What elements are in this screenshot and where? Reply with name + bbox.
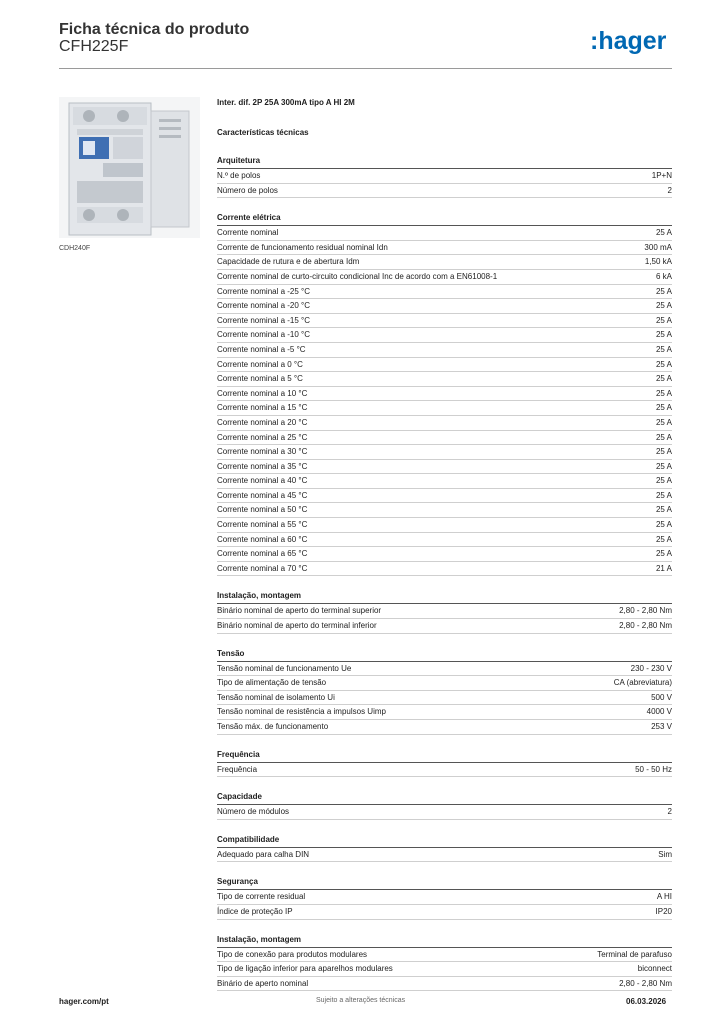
- spec-row: [217, 720, 672, 735]
- spec-label: Binário nominal de aperto do terminal inferior: [217, 621, 377, 631]
- spec-label: Corrente nominal a 30 °C: [217, 447, 308, 457]
- footer-website: hager.com/pt: [59, 997, 109, 1006]
- spec-label: Tipo de corrente residual: [217, 892, 306, 902]
- spec-row: [217, 948, 672, 963]
- spec-row: [217, 604, 672, 619]
- spec-label: Corrente nominal a 70 °C: [217, 563, 308, 573]
- spec-value: 25 A: [655, 520, 672, 530]
- spec-value: 500 V: [651, 692, 672, 702]
- spec-row: [217, 314, 672, 329]
- spec-value: 25 A: [655, 330, 672, 340]
- spec-value: 25 A: [655, 490, 672, 500]
- spec-label: Tipo de ligação inferior para aparelhos modulares: [217, 964, 393, 974]
- spec-row: [217, 619, 672, 634]
- spec-section: [217, 155, 672, 198]
- spec-row: [217, 270, 672, 285]
- spec-value: 25 A: [655, 461, 672, 471]
- spec-row: [217, 184, 672, 199]
- spec-value: 300 mA: [644, 242, 672, 252]
- section-title: Corrente elétrica: [217, 212, 672, 226]
- spec-sections: [217, 155, 672, 991]
- spec-value: 25 A: [655, 301, 672, 311]
- spec-value: 2,80 - 2,80 Nm: [619, 621, 672, 631]
- spec-row: [217, 763, 672, 778]
- spec-value: Sim: [658, 849, 672, 859]
- spec-row: [217, 328, 672, 343]
- spec-row: [217, 460, 672, 475]
- spec-label: Corrente nominal a 25 °C: [217, 432, 308, 442]
- spec-row: [217, 241, 672, 256]
- spec-row: [217, 387, 672, 402]
- spec-value: 25 A: [655, 534, 672, 544]
- spec-value: 25 A: [655, 228, 672, 238]
- spec-row: [217, 691, 672, 706]
- section-title: Segurança: [217, 876, 672, 890]
- spec-row: [217, 848, 672, 863]
- spec-value: 21 A: [655, 563, 672, 573]
- spec-label: Corrente nominal a 0 °C: [217, 359, 303, 369]
- spec-value: 25 A: [655, 447, 672, 457]
- spec-row: [217, 905, 672, 920]
- section-title: Instalação, montagem: [217, 934, 672, 948]
- spec-value: 230 - 230 V: [630, 663, 672, 673]
- spec-label: Corrente nominal a 10 °C: [217, 388, 308, 398]
- spec-section: [217, 834, 672, 863]
- footer-disclaimer: Sujeito a alterações técnicas: [316, 997, 406, 1004]
- spec-label: Capacidade de rutura e de abertura Idm: [217, 257, 360, 267]
- spec-section: [217, 212, 672, 576]
- spec-row: [217, 547, 672, 562]
- spec-value: 25 A: [655, 344, 672, 354]
- spec-label: Tensão máx. de funcionamento: [217, 722, 329, 731]
- spec-section: [217, 791, 672, 820]
- spec-row: [217, 474, 672, 489]
- spec-label: Tipo de alimentação de tensão: [217, 678, 327, 688]
- spec-value: 50 - 50 Hz: [635, 764, 672, 774]
- product-image: [59, 97, 200, 238]
- spec-label: Corrente nominal a -15 °C: [217, 315, 311, 325]
- spec-value: 25 A: [655, 359, 672, 369]
- spec-value: 25 A: [655, 286, 672, 296]
- spec-label: Corrente de funcionamento residual nominal Idn: [217, 242, 388, 252]
- spec-value: 1,50 kA: [644, 257, 672, 267]
- spec-label: Corrente nominal a 65 °C: [217, 549, 308, 559]
- spec-value: 25 A: [655, 432, 672, 442]
- spec-value: 25 A: [655, 505, 672, 515]
- spec-label: Corrente nominal a 50 °C: [217, 505, 308, 515]
- spec-label: Corrente nominal a 35 °C: [217, 461, 308, 471]
- spec-label: Tipo de conexão para produtos modulares: [217, 949, 368, 959]
- spec-row: [217, 431, 672, 446]
- spec-label: Corrente nominal a 45 °C: [217, 490, 308, 500]
- spec-value: 25 A: [655, 417, 672, 427]
- spec-row: [217, 372, 672, 387]
- header-divider: [59, 68, 672, 69]
- spec-label: Corrente nominal a 15 °C: [217, 403, 308, 413]
- spec-label: Corrente nominal de curto-circuito condicional Inc de acordo com a EN61008-1: [217, 271, 498, 281]
- spec-row: [217, 890, 672, 905]
- spec-value: A HI: [656, 892, 672, 902]
- section-title: Tensão: [217, 648, 672, 662]
- spec-label: Binário de aperto nominal: [217, 978, 309, 988]
- spec-value: 1P+N: [651, 171, 672, 180]
- spec-label: Número de polos: [217, 185, 278, 195]
- spec-value: 25 A: [655, 388, 672, 398]
- footer-date: 06.03.2026: [626, 997, 667, 1006]
- spec-row: [217, 503, 672, 518]
- specs-heading: Características técnicas: [217, 128, 309, 137]
- spec-row: [217, 662, 672, 677]
- spec-content: [217, 96, 672, 991]
- spec-section: [217, 876, 672, 919]
- spec-label: Adequado para calha DIN: [217, 849, 310, 859]
- page-title: Ficha técnica do produto: [59, 21, 250, 38]
- spec-value: 2,80 - 2,80 Nm: [619, 606, 672, 616]
- spec-section: [217, 749, 672, 778]
- spec-label: Binário nominal de aperto do terminal superior: [217, 606, 382, 616]
- spec-label: Número de módulos: [217, 807, 290, 817]
- spec-value: 2: [667, 807, 672, 817]
- spec-value: 6 kA: [655, 271, 672, 281]
- spec-label: Corrente nominal a -25 °C: [217, 286, 311, 296]
- section-title: Instalação, montagem: [217, 590, 672, 604]
- section-title: Arquitetura: [217, 155, 672, 169]
- spec-row: [217, 562, 672, 577]
- spec-value: Terminal de parafuso: [597, 949, 672, 959]
- spec-label: Corrente nominal a -5 °C: [217, 344, 306, 354]
- spec-row: [217, 255, 672, 270]
- spec-row: [217, 676, 672, 691]
- spec-row: [217, 489, 672, 504]
- spec-section: [217, 934, 672, 992]
- spec-label: Corrente nominal a 20 °C: [217, 417, 308, 427]
- spec-label: Tensão nominal de isolamento Ui: [217, 692, 335, 702]
- spec-row: [217, 705, 672, 720]
- spec-label: Tensão nominal de resistência a impulsos Uimp: [217, 707, 386, 717]
- spec-label: N.º de polos: [217, 171, 261, 180]
- spec-value: IP20: [655, 906, 672, 916]
- spec-value: 25 A: [655, 315, 672, 325]
- spec-value: 2,80 - 2,80 Nm: [619, 978, 672, 988]
- spec-row: [217, 416, 672, 431]
- image-caption: CDH240F: [59, 245, 91, 252]
- spec-row: [217, 358, 672, 373]
- spec-label: Corrente nominal a 5 °C: [217, 374, 303, 384]
- spec-value: 25 A: [655, 476, 672, 486]
- spec-value: CA (abreviatura): [613, 678, 672, 688]
- spec-label: Corrente nominal: [217, 228, 279, 238]
- spec-row: [217, 299, 672, 314]
- spec-label: Frequência: [217, 764, 258, 774]
- spec-row: [217, 445, 672, 460]
- spec-value: 4000 V: [646, 707, 672, 717]
- spec-row: [217, 518, 672, 533]
- spec-row: [217, 285, 672, 300]
- spec-row: [217, 401, 672, 416]
- spec-value: biconnect: [637, 964, 672, 974]
- svg-text::hager: :hager: [590, 27, 667, 55]
- section-title: Compatibilidade: [217, 834, 672, 848]
- section-title: Frequência: [217, 749, 672, 763]
- hager-logo: [590, 26, 680, 56]
- spec-value: 25 A: [655, 549, 672, 559]
- spec-section: [217, 590, 672, 633]
- product-description: Inter. dif. 2P 25A 300mA tipo A HI 2M: [217, 98, 355, 107]
- product-code: CFH225F: [59, 38, 129, 55]
- spec-value: 2: [667, 185, 672, 195]
- spec-row: [217, 977, 672, 992]
- spec-row: [217, 343, 672, 358]
- spec-label: Corrente nominal a 40 °C: [217, 476, 308, 486]
- spec-label: Tensão nominal de funcionamento Ue: [217, 663, 352, 673]
- section-title: Capacidade: [217, 791, 672, 805]
- spec-row: [217, 805, 672, 820]
- spec-label: Corrente nominal a -10 °C: [217, 330, 311, 340]
- spec-row: [217, 533, 672, 548]
- spec-value: 253 V: [651, 722, 672, 731]
- spec-label: Corrente nominal a -20 °C: [217, 301, 311, 311]
- spec-row: [217, 962, 672, 977]
- spec-label: Corrente nominal a 60 °C: [217, 534, 308, 544]
- spec-label: Corrente nominal a 55 °C: [217, 520, 308, 530]
- spec-value: 25 A: [655, 403, 672, 413]
- spec-value: 25 A: [655, 374, 672, 384]
- spec-label: Índice de proteção IP: [217, 906, 293, 916]
- spec-section: [217, 648, 672, 735]
- spec-row: [217, 169, 672, 184]
- spec-row: [217, 226, 672, 241]
